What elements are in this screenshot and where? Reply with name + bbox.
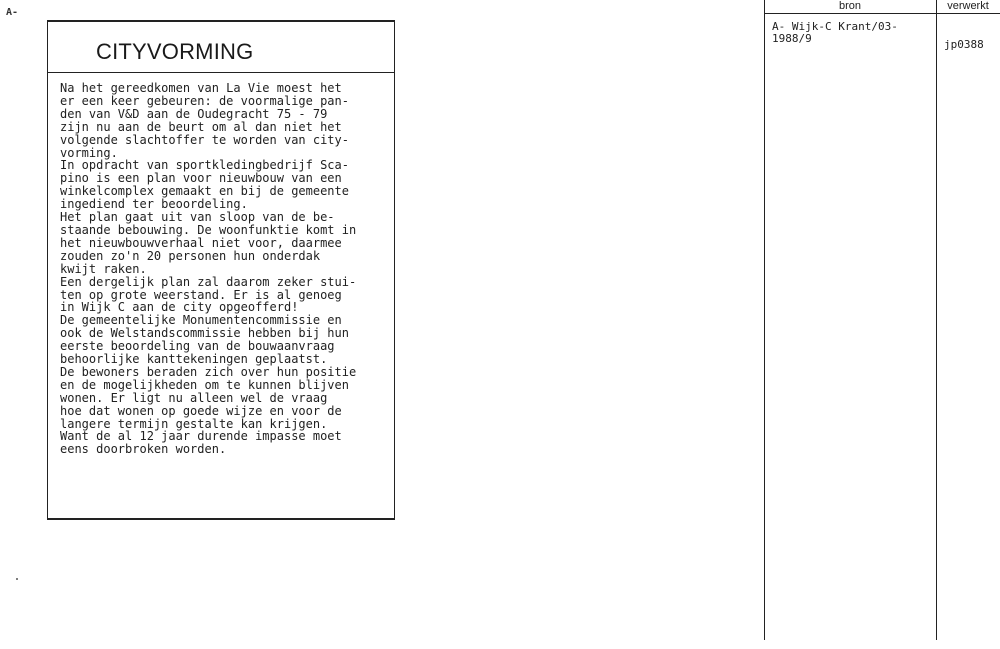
body-line: langere termijn gestalte kan krijgen. bbox=[60, 416, 328, 431]
body-line: Een dergelijk plan zal daarom zeker stui- bbox=[60, 274, 357, 289]
body-line: eens doorbroken worden. bbox=[60, 442, 227, 457]
bron-entry-line: A- Wijk-C Krant/03- bbox=[772, 20, 898, 33]
body-line: kwijt raken. bbox=[60, 261, 147, 276]
verwerkt-entry: jp0388 bbox=[944, 38, 984, 51]
archive-meta-table bbox=[764, 0, 1000, 640]
body-line: winkelcomplex gemaakt en bij de gemeente bbox=[60, 184, 349, 199]
body-line: De gemeentelijke Monumentencommissie en bbox=[60, 313, 342, 328]
body-line: en de mogelijkheden om te kunnen blijven bbox=[60, 377, 349, 392]
body-line: hoe dat wonen op goede wijze en voor de bbox=[60, 403, 342, 418]
clipping-bottom-rule bbox=[47, 518, 395, 520]
header-bron: bron bbox=[838, 0, 862, 12]
body-line: er een keer gebeuren: de voormalige pan- bbox=[60, 93, 349, 108]
clipping-title: CITYVORMING bbox=[96, 39, 254, 64]
body-line: staande bebouwing. De woonfunktie komt in bbox=[60, 222, 357, 237]
body-line: ten op grote weerstand. Er is al genoeg bbox=[60, 287, 342, 302]
body-line: pino is een plan voor nieuwbouw van een bbox=[60, 171, 342, 186]
header-rule bbox=[764, 13, 1000, 14]
body-line: in Wijk C aan de city opgeofferd! bbox=[60, 300, 299, 315]
body-line: Want de al 12 jaar durende impasse moet bbox=[60, 429, 342, 444]
body-line: behoorlijke kanttekeningen geplaatst. bbox=[60, 352, 328, 367]
scan-speck bbox=[16, 578, 18, 580]
body-line: Na het gereedkomen van La Vie moest het bbox=[60, 81, 342, 95]
page-corner-label: A- bbox=[6, 7, 19, 18]
body-line: zijn nu aan de beurt om al dan niet het bbox=[60, 119, 342, 134]
body-line: het nieuwbouwverhaal niet voor, daarmee bbox=[60, 235, 342, 250]
body-line: ingediend ter beoordeling. bbox=[60, 197, 248, 212]
body-line: volgende slachtoffer te worden van city- bbox=[60, 132, 349, 147]
verwerkt-column-divider bbox=[936, 0, 937, 640]
body-line: ook de Welstandscommissie hebben bij hun bbox=[60, 326, 349, 341]
body-line: zouden zo'n 20 personen hun onderdak bbox=[60, 248, 321, 263]
body-line: De bewoners beraden zich over hun positie bbox=[60, 364, 357, 379]
clipping-body-text bbox=[60, 82, 390, 456]
bron-column-divider bbox=[764, 0, 765, 640]
body-line: wonen. Er ligt nu alleen wel de vraag bbox=[60, 390, 328, 405]
body-line: In opdracht van sportkledingbedrijf Sca- bbox=[60, 158, 349, 173]
body-line: eerste beoordeling van de bouwaanvraag bbox=[60, 339, 335, 354]
bron-entry bbox=[772, 21, 898, 45]
body-line: den van V&D aan de Oudegracht 75 - 79 bbox=[60, 106, 328, 121]
header-verwerkt: verwerkt bbox=[947, 0, 989, 12]
newspaper-clipping bbox=[47, 20, 395, 520]
bron-entry-line: 1988/9 bbox=[772, 32, 812, 45]
body-line: vorming. bbox=[60, 145, 118, 160]
clipping-title-box bbox=[48, 20, 394, 73]
body-line: Het plan gaat uit van sloop van de be- bbox=[60, 210, 335, 225]
